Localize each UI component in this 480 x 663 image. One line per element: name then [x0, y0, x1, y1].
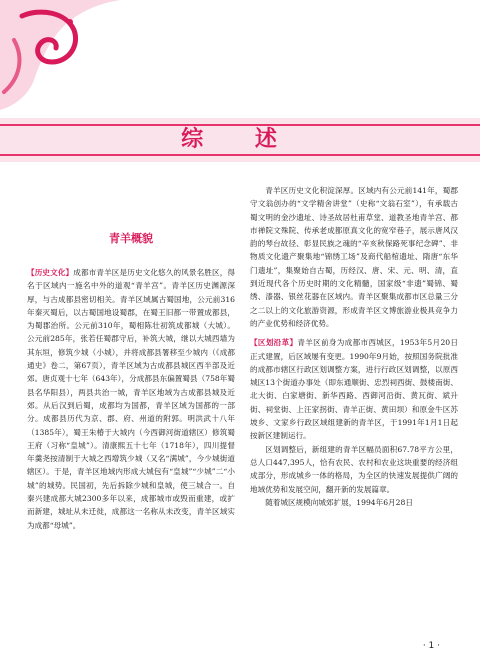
- section-heading: 青羊概貌: [109, 232, 153, 245]
- swan-ornament-icon: [0, 0, 120, 110]
- right-column: [250, 184, 458, 509]
- page-title: 综 述: [181, 127, 299, 152]
- expansion-paragraph: 随着城区规模向城郊扩展，1994年6月28日: [265, 497, 413, 507]
- title-band: [0, 118, 480, 162]
- district-evolution-paragraph: [250, 336, 458, 442]
- culture-heritage-paragraph: 青羊区历史文化积淀深厚。区域内有公元前141年，蜀郡守文翁创办的“文学精舍讲堂”（史称“文翁石室”），有承载古蜀文明的金沙遗址、诗圣故居杜甫草堂、道教圣地青羊宫、都市禅院文殊院、传承老成都原真文化的宽窄巷子，展示唐风汉韵的琴台故径、彰显民族之魂的“辛亥秋保路死事纪念碑”、非物质文化遗产聚集地“锦绣工场”及商代船棺遗址、隋唐“东华门遗址”，集聚始自古蜀，历经汉、唐、宋、元、明、清，直到近现代各个历史时期的文化精髓，国家级“非遗”蜀锦、蜀绣、漆器、银丝花器在区域内。青羊区聚集成都市区总量三分之二以上的文化旅游资源，形成青羊区文博旅游业极具竞争力的产业优势和经济优势。: [250, 186, 458, 328]
- district-evolution-text: 青羊区前身为成都市西城区，1953年5月20日正式建置，后区域屡有变更。1990年9月始，按照国务院批准的成都市辖区行政区划调整方案，进行行政区划调整，以原西城区13个街道办事处（即东通顺街、忠烈祠西街、鼓楼南街、北大街、白家塘街、新华西路、西御河沿街、黄瓦街、斌升街、祠堂街、上汪家拐街、青羊正街、黄田坝）和原金牛区苏坡乡、文家乡行政区域组建新的青羊区，于1991年1月1日起按新区建制运行。: [250, 338, 458, 441]
- history-culture-tag: 【历史文化】: [27, 268, 74, 277]
- history-culture-text: 成都市青羊区是历史文化悠久的风景名胜区，得名于区域内一施名中外的道观“青羊宫”。青羊区历史渊源深厚，与古成都县密切相关。青羊区域属古蜀国地，公元前316年秦灭蜀后，以古蜀国地设蜀郡，在蜀王旧都一带置成都县，为蜀郡治所。公元前310年，蜀相陈壮初筑成都城（大城）。公元前285年，张若任蜀郡守后，补筑大城，继以大城西墙为其东垣，修筑少城（小城），并将成都县署移至少城内（《成都通史》卷二，第67页），青羊区域为古成都县城区西半部及近郊。唐贞观十七年（643年），分成都县东偏置蜀县（758年蜀县名华阳县），两县共治一城，青羊区地域为古成都县城及近郊。从后汉到后蜀，成都均为国都，青羊区域为国都的一部分。成都县历代为京、郡、府、州道的附郭。明洪武十八年（1385年），蜀王朱椿于大城内（今西御河街道辖区）修筑蜀王府（习称“皇城”）。清康熙五十七年（1718年），四川提督年羹尧按清制于大城之西增筑少城（又名“满城”，今少城街道辖区）。于是，青羊区地域内形成大城包有“皇城”“少城”二“小城”的城势。民国初，先后拆除少城和皇城，使三城合一。自秦兴建成都大城2300多年以来，成都城市或毁而重建，或扩而新建，城址从未迁徙，成都这一名称从未改变，青羊区域实为成都“母城”。: [27, 268, 235, 530]
- title-rule-bottom: [0, 154, 480, 156]
- history-culture-paragraph: [27, 266, 235, 532]
- page-number: · 1 ·: [422, 641, 440, 651]
- left-column: [27, 184, 235, 532]
- post-adjustment-paragraph: 区划调整后，新组建的青羊区幅员面积67.78平方公里，总人口447,395人，恰有农民、农村和农业这块重要的经济组成部分，形成城乡一体的格局，为全区的快速发展提供广阔的地域优势和发展空间，翻开新的发展篇章。: [250, 444, 458, 494]
- district-evolution-tag: 【区划沿革】: [250, 338, 298, 348]
